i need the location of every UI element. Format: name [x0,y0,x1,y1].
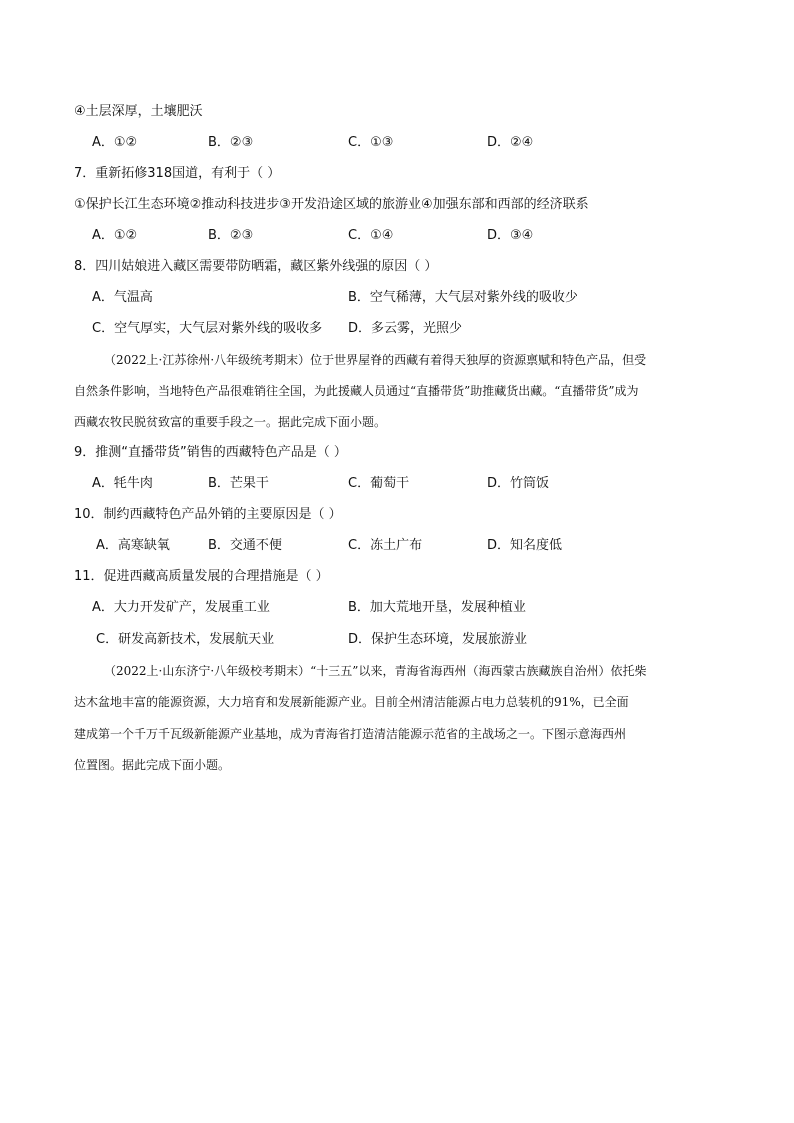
q7-stem: 7．重新拓修318国道，有利于（ ） [74,166,281,181]
q11-stem: 11．促进西藏高质量发展的合理措施是（ ） [74,569,329,584]
q9-option-b: B．芒果干 [208,476,269,491]
q7-option-d: D．③④ [487,228,534,243]
q8-stem: 8．四川姑娘进入藏区需要带防晒霜，藏区紫外线强的原因（ ） [74,259,438,274]
q11-option-b: B．加大荒地开垦，发展种植业 [348,600,526,615]
passage-haixi-line-3: 建成第一个千万千瓦级新能源产业基地，成为青海省打造清洁能源示范省的主战场之一。下图示意海西州 [74,727,627,741]
passage-xizang-line-1: （2022上·江苏徐州·八年级统考期末）位于世界屋脊的西藏有着得天独厚的资源禀赋和特色产品，但受 [104,353,647,367]
passage-haixi-line-2: 达木盆地丰富的能源资源，大力培育和发展新能源产业。目前全州清洁能源占电力总装机的91%，已全面 [74,695,629,709]
q7-option-b: B．②③ [208,228,254,243]
q6-option-d: D．②④ [487,135,534,150]
q9-option-c: C．葡萄干 [348,476,410,491]
q6-option-a: A．①② [92,135,138,150]
q8-option-c: C．空气厚实，大气层对紫外线的吸收多 [92,321,323,336]
q11-option-a: A．大力开发矿产，发展重工业 [92,600,270,615]
passage-xizang-line-2: 自然条件影响，当地特色产品很难销往全国，为此援藏人员通过“直播带货”助推藏货出藏。“直播带货”成为 [74,384,639,398]
q6-option-c: C．①③ [348,135,394,150]
q9-option-a: A．牦牛肉 [92,476,153,491]
q8-option-b: B．空气稀薄，大气层对紫外线的吸收少 [348,290,578,305]
q6-option-b: B．②③ [208,135,254,150]
q9-stem: 9．推测“直播带货”销售的西藏特色产品是（ ） [74,445,347,460]
q9-option-d: D．竹筒饭 [487,476,550,491]
q10-option-d: D．知名度低 [487,538,563,553]
q8-option-a: A．气温高 [92,290,153,305]
q10-stem: 10．制约西藏特色产品外销的主要原因是（ ） [74,507,342,522]
q8-option-d: D．多云雾，光照少 [348,321,463,336]
q7-items: ①保护长江生态环境②推动科技进步③开发沿途区域的旅游业④加强东部和西部的经济联系 [74,197,589,212]
q10-option-b: B．交通不便 [208,538,282,553]
q7-option-a: A．①② [92,228,138,243]
passage-xizang-line-3: 西藏农牧民脱贫致富的重要手段之一。据此完成下面小题。 [74,415,387,429]
passage-haixi-line-4: 位置图。据此完成下面小题。 [74,758,231,772]
passage-haixi-line-1: （2022上·山东济宁·八年级校考期末）“十三五”以来，青海省海西州（海西蒙古族藏族自治州）依托柴 [104,664,647,678]
q10-option-c: C．冻土广布 [348,538,423,553]
q6-item-4: ④土层深厚，土壤肥沃 [74,104,203,119]
q10-option-a: A．高寒缺氧 [96,538,170,553]
q11-option-c: C．研发高新技术，发展航天业 [96,632,275,647]
q11-option-d: D．保护生态环境，发展旅游业 [348,632,528,647]
q7-option-c: C．①④ [348,228,394,243]
